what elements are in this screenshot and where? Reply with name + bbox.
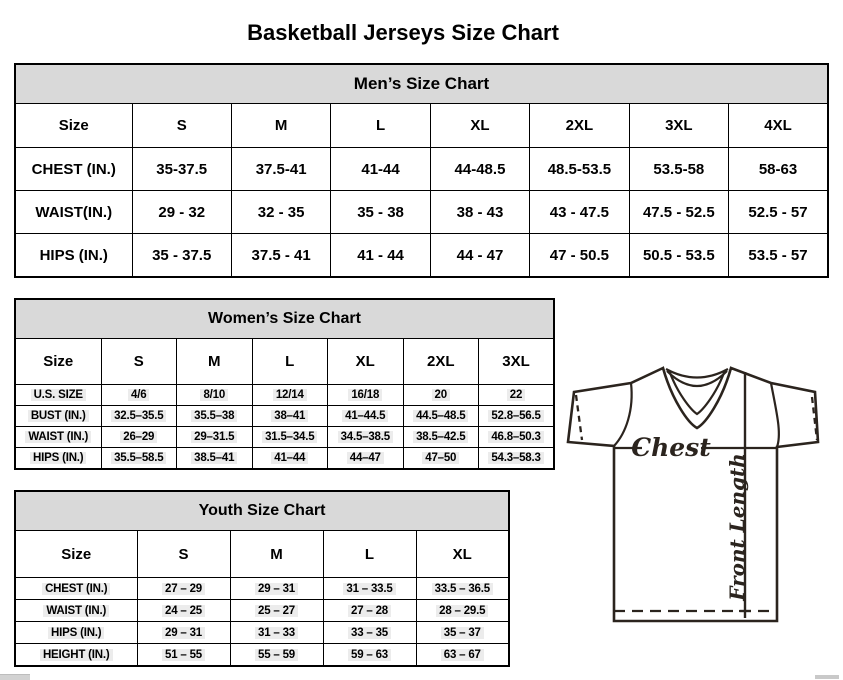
- column-header: M: [230, 531, 323, 578]
- table-row: [15, 385, 554, 406]
- size-value-cell: 41–44.5: [328, 406, 404, 427]
- row-label: HEIGHT (IN.): [15, 644, 137, 667]
- size-value-cell: 58-63: [729, 148, 828, 191]
- size-value-cell: 26–29: [101, 427, 177, 448]
- left-armhole-seam: [614, 383, 632, 446]
- column-header: L: [331, 104, 430, 148]
- size-value-cell: 53.5-58: [629, 148, 728, 191]
- jersey-outline: [568, 368, 818, 621]
- front-length-label: Front Length: [725, 453, 749, 601]
- table-row: [15, 600, 509, 622]
- horizontal-scrollbar-thumb[interactable]: [815, 675, 839, 679]
- row-label: HIPS (IN.): [15, 448, 101, 470]
- womens-size-table: [14, 298, 555, 470]
- size-value-cell: 46.8–50.3: [479, 427, 555, 448]
- column-header: S: [137, 531, 230, 578]
- row-label: WAIST (IN.): [15, 600, 137, 622]
- size-value-cell: 27 – 28: [323, 600, 416, 622]
- size-column-header: Size: [15, 104, 132, 148]
- size-header-row: [15, 531, 509, 578]
- column-header: L: [252, 339, 328, 385]
- column-header: M: [231, 104, 330, 148]
- size-value-cell: 31.5–34.5: [252, 427, 328, 448]
- size-header-row: [15, 104, 828, 148]
- size-value-cell: 52.8–56.5: [479, 406, 555, 427]
- row-label: HIPS (IN.): [15, 234, 132, 278]
- table-row: [15, 644, 509, 667]
- row-label: CHEST (IN.): [15, 148, 132, 191]
- column-header: 3XL: [629, 104, 728, 148]
- mens-size-chart-section: [14, 63, 829, 278]
- size-value-cell: 20: [403, 385, 479, 406]
- size-value-cell: 50.5 - 53.5: [629, 234, 728, 278]
- size-value-cell: 8/10: [177, 385, 253, 406]
- size-value-cell: 37.5 - 41: [231, 234, 330, 278]
- row-label: HIPS (IN.): [15, 622, 137, 644]
- size-value-cell: 47 - 50.5: [530, 234, 629, 278]
- size-value-cell: 38.5–41: [177, 448, 253, 470]
- page-title: Basketball Jerseys Size Chart: [247, 19, 559, 45]
- column-header: XL: [430, 104, 529, 148]
- size-value-cell: 41–44: [252, 448, 328, 470]
- row-label: U.S. SIZE: [15, 385, 101, 406]
- size-value-cell: 31 – 33: [230, 622, 323, 644]
- table-row: [15, 191, 828, 234]
- table-title: Youth Size Chart: [15, 491, 509, 531]
- size-value-cell: 35-37.5: [132, 148, 231, 191]
- youth-size-chart-section: [14, 490, 510, 667]
- size-value-cell: 37.5-41: [231, 148, 330, 191]
- size-value-cell: 28 – 29.5: [416, 600, 509, 622]
- size-value-cell: 38–41: [252, 406, 328, 427]
- size-column-header: Size: [15, 531, 137, 578]
- table-row: [15, 148, 828, 191]
- right-armhole-seam: [771, 383, 779, 447]
- size-value-cell: 54.3–58.3: [479, 448, 555, 470]
- column-header: XL: [328, 339, 404, 385]
- size-value-cell: 4/6: [101, 385, 177, 406]
- row-label: BUST (IN.): [15, 406, 101, 427]
- size-value-cell: 32 - 35: [231, 191, 330, 234]
- size-value-cell: 35 - 38: [331, 191, 430, 234]
- size-value-cell: 52.5 - 57: [729, 191, 828, 234]
- size-value-cell: 22: [479, 385, 555, 406]
- size-value-cell: 47–50: [403, 448, 479, 470]
- size-value-cell: 48.5-53.5: [530, 148, 629, 191]
- column-header: 3XL: [479, 339, 555, 385]
- table-title: Men’s Size Chart: [15, 64, 828, 104]
- column-header: 2XL: [403, 339, 479, 385]
- table-row: [15, 578, 509, 600]
- size-value-cell: 41-44: [331, 148, 430, 191]
- size-value-cell: 24 – 25: [137, 600, 230, 622]
- size-value-cell: 41 - 44: [331, 234, 430, 278]
- table-title: Women’s Size Chart: [15, 299, 554, 339]
- table-header-band: [15, 299, 554, 339]
- size-value-cell: 51 – 55: [137, 644, 230, 667]
- column-header: 2XL: [530, 104, 629, 148]
- size-value-cell: 35.5–38: [177, 406, 253, 427]
- size-value-cell: 29 – 31: [137, 622, 230, 644]
- size-value-cell: 12/14: [252, 385, 328, 406]
- size-value-cell: 29–31.5: [177, 427, 253, 448]
- size-column-header: Size: [15, 339, 101, 385]
- size-value-cell: 29 – 31: [230, 578, 323, 600]
- table-row: [15, 427, 554, 448]
- youth-size-table: [14, 490, 510, 667]
- table-header-band: [15, 491, 509, 531]
- size-value-cell: 34.5–38.5: [328, 427, 404, 448]
- column-header: M: [177, 339, 253, 385]
- row-label: WAIST(IN.): [15, 191, 132, 234]
- row-label: CHEST (IN.): [15, 578, 137, 600]
- column-header: S: [101, 339, 177, 385]
- size-value-cell: 53.5 - 57: [729, 234, 828, 278]
- chest-label: Chest: [631, 433, 711, 462]
- size-value-cell: 27 – 29: [137, 578, 230, 600]
- size-value-cell: 55 – 59: [230, 644, 323, 667]
- size-value-cell: 32.5–35.5: [101, 406, 177, 427]
- size-value-cell: 44-48.5: [430, 148, 529, 191]
- table-row: [15, 406, 554, 427]
- size-value-cell: 44.5–48.5: [403, 406, 479, 427]
- column-header: L: [323, 531, 416, 578]
- table-header-band: [15, 64, 828, 104]
- column-header: 4XL: [729, 104, 828, 148]
- size-value-cell: 43 - 47.5: [530, 191, 629, 234]
- size-value-cell: 35 - 37.5: [132, 234, 231, 278]
- size-value-cell: 44–47: [328, 448, 404, 470]
- size-value-cell: 35.5–58.5: [101, 448, 177, 470]
- size-value-cell: 63 – 67: [416, 644, 509, 667]
- left-sleeve-stitch-line: [576, 395, 582, 440]
- table-row: [15, 622, 509, 644]
- row-label: WAIST (IN.): [15, 427, 101, 448]
- size-value-cell: 44 - 47: [430, 234, 529, 278]
- size-header-row: [15, 339, 554, 385]
- table-row: [15, 448, 554, 470]
- size-value-cell: 35 – 37: [416, 622, 509, 644]
- size-value-cell: 16/18: [328, 385, 404, 406]
- table-row: [15, 234, 828, 278]
- size-value-cell: 47.5 - 52.5: [629, 191, 728, 234]
- mens-size-table: [14, 63, 829, 278]
- size-value-cell: 59 – 63: [323, 644, 416, 667]
- size-value-cell: 33 – 35: [323, 622, 416, 644]
- womens-size-chart-section: [14, 298, 555, 470]
- column-header: S: [132, 104, 231, 148]
- size-value-cell: 25 – 27: [230, 600, 323, 622]
- collar-arc-1: [666, 369, 728, 378]
- size-value-cell: 29 - 32: [132, 191, 231, 234]
- size-value-cell: 38.5–42.5: [403, 427, 479, 448]
- jersey-measurement-diagram: [556, 355, 843, 645]
- column-header: XL: [416, 531, 509, 578]
- horizontal-scrollbar-left-button[interactable]: [0, 674, 30, 680]
- size-value-cell: 33.5 – 36.5: [416, 578, 509, 600]
- size-value-cell: 38 - 43: [430, 191, 529, 234]
- size-value-cell: 31 – 33.5: [323, 578, 416, 600]
